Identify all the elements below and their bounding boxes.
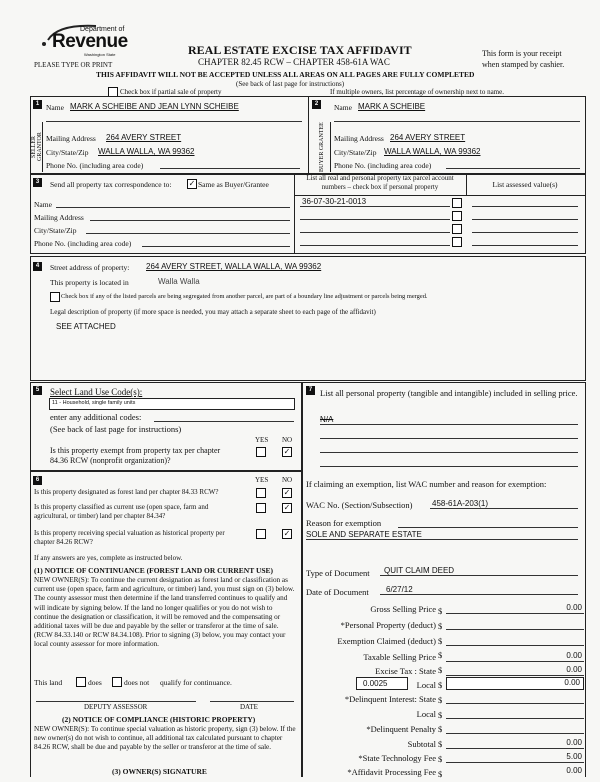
current-use-yes-checkbox[interactable] (256, 503, 266, 513)
current-use-no-checkbox[interactable]: ✓ (283, 503, 291, 512)
seller-side-label: SELLER GRANTOR (31, 122, 43, 172)
assessed-heading: List assessed value(s) (492, 180, 558, 189)
qualify-label: qualify for continuance. (160, 678, 232, 687)
calc-label-interest-local: Local (416, 709, 436, 719)
buyer-phone-label: Phone No. (including area code) (334, 161, 432, 170)
exempt-no-checkbox[interactable]: ✓ (283, 447, 291, 456)
parcel-1-personal-checkbox[interactable] (452, 198, 462, 208)
parcel-number[interactable]: 36-07-30-21-0013 (302, 197, 367, 206)
reason-value[interactable]: SOLE AND SEPARATE ESTATE (306, 530, 422, 539)
send-correspondence: Send all property tax correspondence to: (50, 180, 172, 189)
current-use-question: Is this property classified as current use (open space, farm and agricultural, or timber) land per chapter 84.34? (34, 503, 209, 520)
calc-label-personal: *Personal Property (deduct) (340, 620, 436, 630)
street-address[interactable]: 264 AVERY STREET, WALLA WALLA, WA 99362 (146, 262, 322, 271)
receipt-line-2: when stamped by cashier. (482, 60, 565, 69)
section-2-number: 2 (312, 100, 321, 109)
does-not-label: does not (124, 678, 150, 687)
segregated-label: Check box if any of the listed parcels are being segregated from another parcel, are part of a boundary line adjustment or parcels being merged. (61, 293, 428, 300)
doc-type-label: Type of Document (306, 568, 370, 578)
exempt-yes-checkbox[interactable] (256, 447, 266, 457)
located-value[interactable]: Walla Walla (158, 277, 200, 286)
wac-label: WAC No. (Section/Subsection) (306, 500, 413, 510)
seller-city[interactable]: WALLA WALLA, WA 99362 (98, 147, 195, 156)
parcel-4-personal-checkbox[interactable] (452, 237, 462, 247)
does-label: does (88, 678, 102, 687)
corr-name-label: Name (34, 200, 52, 209)
historic-yes-checkbox[interactable] (256, 529, 266, 539)
warning: THIS AFFIDAVIT WILL NOT BE ACCEPTED UNLESS ALL AREAS ON ALL PAGES ARE FULLY COMPLETED (96, 70, 475, 79)
seller-phone-label: Phone No. (including area code) (46, 161, 144, 170)
doc-type[interactable]: QUIT CLAIM DEED (384, 566, 455, 575)
seller-city-label: City/State/Zip (46, 148, 89, 157)
notice-2-body: NEW OWNER(S): To continue special valuation as historic property, sign (3) below. If the new owner(s) do not wish to continue, all additional tax calculated pursuant to chapter 84.26 RCW, shall be due and payable by the seller or transferor at the time of sale. (34, 725, 296, 752)
section-4-number: 4 (33, 262, 42, 271)
calc-value-excise-state[interactable]: 0.00 (566, 665, 582, 674)
exempt-question: Is this property exempt from property tax per chapter 84.36 RCW (nonprofit organization)? (50, 446, 221, 465)
logo-state: Washington State (84, 52, 116, 57)
segregated-checkbox[interactable] (50, 292, 60, 302)
buyer-addr-label: Mailing Address (334, 134, 384, 143)
calc-label-exemption: Exemption Claimed (deduct) (337, 636, 436, 646)
calc-value-processing-fee[interactable]: 0.00 (566, 766, 582, 775)
calc-label-processing-fee: *Affidavit Processing Fee (347, 767, 436, 777)
local-rate: 0.0025 (363, 679, 388, 688)
see-attached[interactable]: SEE ATTACHED (56, 322, 116, 331)
seller-name-label: Name (46, 103, 64, 112)
buyer-city[interactable]: WALLA WALLA, WA 99362 (384, 147, 481, 156)
partial-sale-label: Check box if partial sale of property (120, 88, 222, 96)
deputy-assessor: DEPUTY ASSESSOR (84, 703, 148, 711)
buyer-addr[interactable]: 264 AVERY STREET (390, 133, 466, 142)
section-1-number: 1 (33, 100, 42, 109)
form-chapter: CHAPTER 82.45 RCW – CHAPTER 458-61A WAC (198, 57, 390, 67)
personal-property-na[interactable]: N/A (320, 415, 334, 424)
deputy-date: DATE (240, 703, 258, 711)
calc-label-local: Local (416, 680, 436, 690)
land-does-checkbox[interactable] (76, 677, 86, 687)
forest-question: Is this property designated as forest land per chapter 84.33 RCW? (34, 488, 219, 496)
corr-city-label: City/State/Zip (34, 226, 77, 235)
calc-value-subtotal[interactable]: 0.00 (566, 738, 582, 747)
s5-yes-header: YES (255, 436, 269, 444)
personal-property-title: List all personal property (tangible and intangible) included in selling price. (320, 388, 578, 398)
wac-number[interactable]: 458-61A-203(1) (432, 499, 489, 508)
calc-label-subtotal: Subtotal (407, 739, 436, 749)
land-use-title: Select Land Use Code(s): (50, 387, 143, 397)
s6-no-header: NO (282, 476, 293, 484)
dollar-signs: $ $ $ $ $ $ $ $ $ $ $ $ (438, 606, 443, 779)
land-use-see-back: (See back of last page for instructions) (50, 424, 182, 434)
historic-question: Is this property receiving special valuation as historical property per chapter 84.26 RCW? (34, 529, 225, 546)
land-use-code-field[interactable] (49, 398, 295, 410)
parcel-heading: List all real and personal property tax parcel account numbers – check box if personal property (306, 174, 454, 191)
if-yes-note: If any answers are yes, complete as instructed below. (34, 554, 183, 562)
dept-logo (38, 22, 128, 66)
calc-value-tech-fee[interactable]: 5.00 (566, 752, 582, 761)
section-7-number: 7 (306, 386, 315, 395)
calc-label-excise-state: Excise Tax : State (375, 666, 436, 676)
owner-signature-title: (3) OWNER(S) SIGNATURE (112, 767, 207, 776)
reason-label: Reason for exemption (306, 518, 382, 528)
buyer-city-label: City/State/Zip (334, 148, 377, 157)
logo-name: Revenue (52, 31, 128, 52)
buyer-side-label: BUYER GRANTEE (319, 122, 331, 172)
section-6-number: 6 (33, 476, 42, 485)
historic-no-checkbox[interactable]: ✓ (283, 529, 291, 538)
form-title: REAL ESTATE EXCISE TAX AFFIDAVIT (188, 43, 412, 57)
corr-addr-label: Mailing Address (34, 213, 84, 222)
forest-yes-checkbox[interactable] (256, 488, 266, 498)
land-does-not-checkbox[interactable] (112, 677, 122, 687)
please-type: PLEASE TYPE OR PRINT (34, 61, 113, 69)
notice-2-title: (2) NOTICE OF COMPLIANCE (HISTORIC PROPERTY) (62, 715, 256, 724)
forest-no-checkbox[interactable]: ✓ (283, 488, 291, 497)
located-label: This property is located in (50, 278, 129, 287)
corr-phone-label: Phone No. (including area code) (34, 239, 132, 248)
exemption-claim: If claiming an exemption, list WAC number and reason for exemption: (306, 479, 547, 489)
doc-date-label: Date of Document (306, 587, 369, 597)
land-use-code: 11 - Household, single family units (52, 400, 136, 406)
buyer-name-label: Name (334, 103, 352, 112)
seller-addr-label: Mailing Address (46, 134, 96, 143)
calc-value-taxable[interactable]: 0.00 (566, 651, 582, 660)
seller-addr[interactable]: 264 AVERY STREET (106, 133, 182, 142)
s5-no-header: NO (282, 436, 293, 444)
s6-yes-header: YES (255, 476, 269, 484)
receipt-line-1: This form is your receipt (482, 49, 562, 58)
parcel-2-personal-checkbox[interactable] (452, 211, 462, 221)
section-3-number: 3 (33, 178, 42, 187)
notice-1-title: (1) NOTICE OF CONTINUANCE (FOREST LAND OR CURRENT USE) (34, 566, 274, 575)
multiple-owners: If multiple owners, list percentage of ownership next to name. (330, 88, 504, 96)
calc-label-tech-fee: *State Technology Fee (358, 753, 436, 763)
notice-1-body: NEW OWNER(S): To continue the current designation as forest land or classification as current use (open space, farm and agriculture, or timber) land, you must sign on (3) below. The county assessor must then determine if the land transferred continues to qualify and will indicate by signing below. If the land no longer qualifies or you do not wish to continue the designation or classification, it will be removed and the compensating or additional taxes will be due and payable by the seller or transferor at the time of sale. (RCW 84.33.140 or RCW 84.34.108). Prior to signing (3) below, you may contact your local county assessor for more information. (34, 576, 295, 649)
section-5-number: 5 (33, 386, 42, 395)
local-rate-field[interactable] (356, 677, 408, 690)
calc-label-interest-state: *Delinquent Interest: State (344, 694, 436, 704)
calc-value-local: 0.00 (564, 678, 580, 687)
logo-dept: Department of (80, 26, 125, 33)
same-as-buyer-checkbox[interactable]: ✓ (188, 179, 196, 188)
parcel-3-personal-checkbox[interactable] (452, 224, 462, 234)
doc-date[interactable]: 6/27/12 (386, 585, 413, 594)
see-back: (See back of last page for instructions) (236, 80, 345, 88)
calc-label-taxable: Taxable Selling Price (363, 652, 436, 662)
calc-label-penalty: *Delinquent Penalty (366, 724, 436, 734)
calc-label-gross: Gross Selling Price (370, 604, 436, 614)
this-land-label: This land (34, 678, 63, 687)
same-as-buyer-label: Same as Buyer/Grantee (198, 180, 269, 189)
section-4 (30, 256, 586, 381)
calc-value-gross[interactable]: 0.00 (566, 603, 582, 612)
seller-name[interactable]: MARK A SCHEIBE AND JEAN LYNN SCHEIBE (70, 102, 239, 111)
street-label: Street address of property: (50, 263, 130, 272)
legal-label: Legal description of property (if more space is needed, you may attach a separate sheet to each page of the affidavit) (50, 308, 376, 316)
additional-codes: enter any additional codes: (50, 412, 142, 422)
buyer-name[interactable]: MARK A SCHEIBE (358, 102, 426, 111)
